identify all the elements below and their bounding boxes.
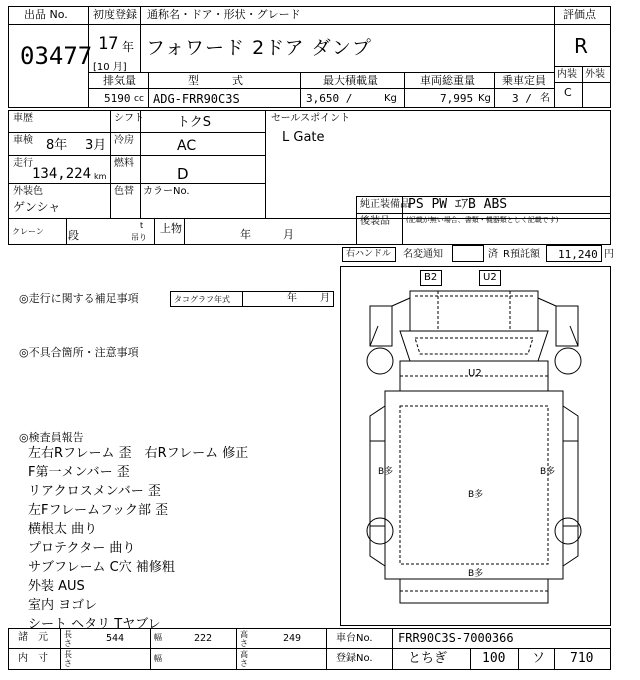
divider xyxy=(554,24,611,25)
divider xyxy=(88,24,554,25)
mark-b-right: B多 xyxy=(540,467,556,477)
ac-value: AC xyxy=(177,138,197,154)
divider xyxy=(326,628,327,670)
width-label: 幅 xyxy=(154,633,162,642)
mark-b-center: B多 xyxy=(468,490,484,500)
footer-outline xyxy=(8,628,611,670)
mark-b-left: B多 xyxy=(378,467,394,477)
name-change-label: 名変通知 xyxy=(403,249,443,260)
divider xyxy=(88,88,554,89)
report-line: 左Fフレームフック部 歪 xyxy=(28,503,169,518)
color-change-label: 色替 xyxy=(114,186,134,197)
equipment-label: 純正装備品 xyxy=(360,199,410,210)
divider xyxy=(110,110,111,218)
steering-value: 右ハンドル xyxy=(346,249,392,259)
name-change-box xyxy=(452,245,484,262)
report-line: リアクロスメンバー 歪 xyxy=(28,484,161,499)
divider xyxy=(582,66,583,108)
reg-month: [10 月] xyxy=(93,62,127,73)
tag-u2: U2 xyxy=(483,272,497,283)
inspector-report-label: ◎検査員報告 xyxy=(19,431,84,444)
mileage-unit: km xyxy=(94,172,107,181)
divider xyxy=(184,218,185,245)
ac-label: 冷房 xyxy=(114,135,134,146)
divider xyxy=(88,72,554,73)
score-label: 評価点 xyxy=(563,8,596,21)
report-line: 外装 AUS xyxy=(28,579,85,594)
reg-year: 17 xyxy=(98,34,119,54)
max-load-unit: Kg xyxy=(384,93,397,104)
defects-label: ◎不具合箇所・注意事項 xyxy=(19,346,139,359)
capacity-unit: 名 xyxy=(540,93,550,104)
mileage-value: 134,224 xyxy=(32,166,92,182)
tacho-month: 月 xyxy=(320,293,330,304)
divider xyxy=(236,628,237,670)
tacho-year: 年 xyxy=(287,293,297,304)
tacho-label: タコグラフ年式 xyxy=(174,295,230,304)
divider xyxy=(518,648,519,670)
crane-stage: 段 xyxy=(68,229,79,242)
crane-label: クレーン xyxy=(12,227,44,236)
divider xyxy=(60,628,61,670)
inspection-year: 8年 xyxy=(46,138,68,153)
length-value: 544 xyxy=(106,633,125,644)
height-value: 249 xyxy=(283,633,302,644)
loader-label: 上物 xyxy=(160,222,182,235)
model-name: フォワード 2ドア ダンプ xyxy=(146,37,372,59)
loader-month: 月 xyxy=(283,228,294,241)
width-value: 222 xyxy=(194,633,213,644)
deposit-unit: 円 xyxy=(604,249,614,260)
divider xyxy=(8,183,265,184)
divider xyxy=(150,628,151,670)
inner-width-label: 幅 xyxy=(154,654,162,663)
tag-b2: B2 xyxy=(424,272,438,283)
overall-score: R xyxy=(574,34,588,58)
report-line: 左右Rフレーム 歪 右Rフレーム 修正 xyxy=(28,446,249,461)
height-label: 高さ xyxy=(240,630,248,648)
name-change-mark: 済 xyxy=(488,249,498,260)
inspection-label: 車検 xyxy=(13,135,33,146)
inspection-month: 3月 xyxy=(85,138,107,153)
capacity-value: 3 / xyxy=(512,92,532,105)
inner-height-label: 高さ xyxy=(240,650,248,668)
chassis-value: FRR90C3S-7000366 xyxy=(398,631,514,645)
divider xyxy=(8,132,265,133)
displacement-unit: cc xyxy=(134,94,144,104)
crane-lift: 吊り xyxy=(131,233,147,242)
mark-u2: U2 xyxy=(468,368,482,379)
divider xyxy=(356,196,357,245)
model-code-label: 型 式 xyxy=(188,74,243,87)
reg-kana: ソ xyxy=(532,651,546,666)
inner-length-label: 長さ xyxy=(64,650,72,668)
divider xyxy=(265,110,266,218)
displacement-label: 排気量 xyxy=(103,74,136,87)
divider xyxy=(470,648,471,670)
exterior-label: 外装 xyxy=(585,69,605,80)
divider xyxy=(554,648,555,670)
chassis-label: 車台No. xyxy=(336,633,373,644)
lot-number: 03477 xyxy=(20,42,93,70)
mark-b-bottom: B多 xyxy=(468,569,484,579)
color-value: ゲンシャ xyxy=(13,200,61,214)
loader-year: 年 xyxy=(240,228,251,241)
divider xyxy=(404,72,405,108)
crane-t: t xyxy=(140,221,144,230)
divider xyxy=(140,6,141,72)
sales-point-value: L Gate xyxy=(282,130,325,145)
displacement-value: 5190 xyxy=(104,92,131,105)
shift-label: シフト xyxy=(114,113,144,124)
report-line: 室内 ヨゴレ xyxy=(28,598,98,613)
aftermarket-label: 後装品 xyxy=(360,216,390,227)
report-line: シート ヘタリ Tヤブレ xyxy=(28,617,161,632)
report-line: プロテクター 曲り xyxy=(28,541,136,556)
divider xyxy=(66,218,67,245)
inner-label: 内 寸 xyxy=(18,653,48,664)
length-label: 長さ xyxy=(64,630,72,648)
color-no-label: カラーNo. xyxy=(143,186,190,197)
divider xyxy=(8,24,88,25)
report-line: 横根太 曲り xyxy=(28,522,98,537)
divider xyxy=(8,155,265,156)
gross-weight-value: 7,995 xyxy=(440,92,474,105)
capacity-label: 乗車定員 xyxy=(502,74,546,87)
deposit-value: 11,240 xyxy=(558,248,598,261)
deposit-label: R預託額 xyxy=(503,249,540,260)
reg-class: 100 xyxy=(482,651,506,666)
divider xyxy=(154,218,155,245)
first-reg-label: 初度登録 xyxy=(93,8,137,21)
sales-point-label: セールスポイント xyxy=(271,113,351,124)
divider xyxy=(242,291,243,307)
max-load-value: 3,650 / xyxy=(306,92,353,105)
reg-number: 710 xyxy=(570,651,594,666)
equipment-value: PS PW ｴｱB ABS xyxy=(408,197,508,212)
mileage-label: 走行 xyxy=(13,158,33,169)
gross-weight-label: 車両総重量 xyxy=(420,74,475,87)
interior-score: C xyxy=(564,86,572,99)
report-line: F第一メンバー 歪 xyxy=(28,465,130,480)
reg-year-unit: 年 xyxy=(122,40,135,54)
color-label: 外装色 xyxy=(13,186,43,197)
fuel-label: 燃料 xyxy=(114,158,134,169)
gross-weight-unit: Kg xyxy=(478,93,491,104)
divider xyxy=(494,72,495,108)
interior-label: 内装 xyxy=(557,69,577,80)
spec-label: 諸 元 xyxy=(18,632,48,643)
divider xyxy=(392,628,393,670)
aftermarket-note: (記載が無い場合、書類・機器類としく記載です) xyxy=(406,216,559,224)
history-label: 車歴 xyxy=(13,113,33,124)
fuel-value: D xyxy=(177,165,189,183)
reg-label: 登録No. xyxy=(336,653,373,664)
divider xyxy=(148,72,149,108)
max-load-label: 最大積載量 xyxy=(323,74,378,87)
model-name-label: 通称名・ドア・形状・グレード xyxy=(147,8,301,21)
reg-area: とちぎ xyxy=(408,651,448,666)
divider xyxy=(140,110,141,218)
model-code: ADG-FRR90C3S xyxy=(153,92,240,106)
divider xyxy=(554,6,555,108)
driving-notes-label: ◎走行に関する補足事項 xyxy=(19,292,139,305)
divider xyxy=(356,213,611,214)
report-line: サブフレーム C穴 補修粗 xyxy=(28,560,175,575)
divider xyxy=(8,648,611,649)
shift-value: トクS xyxy=(177,115,211,130)
divider xyxy=(300,72,301,108)
lot-label: 出品 No. xyxy=(24,8,68,21)
